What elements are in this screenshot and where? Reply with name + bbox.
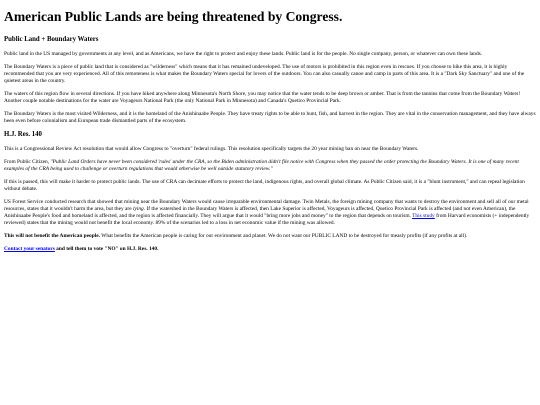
contact-senators-link[interactable]: Contact your senators (4, 245, 55, 252)
paragraph-forest-service: US Forest Service conducted research that showed that mining near the Boundary Waters would cause irreparable environmental damage. Twin Metals, the foreign mining company that wants to destroy the environment and sell all of our metal resources, states that it wouldn't harm the area, but they are lying. If the watershed in the Boundary Waters is affected, then Lake Superior is affected, Voyageurs is affected, Quetico Provincial Park is affected (and not even American), the Anishinaabe People's food and homeland is affected, and the region is affected financially. They will argue that it would "bring more jobs and money" to the region that depends on tourism. This study from Harvard economists (+ independently reviewed) states that the mining would not benefit the local economy. 89% of the scenarios led to a loss in net economic value if the mining was allowed. (4, 198, 530, 226)
study-link[interactable]: This study (412, 212, 435, 219)
section-heading-hj-res: H.J. Res. 140 (4, 130, 42, 138)
paragraph-cra-impact: If this is passed, this will make it harder to protect public lands. The use of CRA can decimate efforts to protect the land, indigenous rights, and overall global climate. As Public Citizen said, it is a "blunt instrument," and can repeal legislation without debate. (4, 178, 525, 192)
page-title: American Public Lands are being threatened by Congress. (4, 9, 343, 24)
no-benefit-bold: This will not benefit the American people. (4, 232, 100, 239)
section-heading-public-land: Public Land + Boundary Waters (4, 35, 99, 43)
paragraph-waters-flow: The waters of this region flow in several directions. If you have hiked anywhere along Minnesota's North Shore, you may notice that the water tends to be deep brown or amber. That is from the tannins that come from the Boundary Waters! Another couple notable destinations for the water are Voyageurs National Park (the only National Park in Minnesota) and Canada's Quetico Provincial Park. (4, 90, 521, 104)
paragraph-no-benefit: This will not benefit the American people. What benefits the American people is caring for our environment and planet. We do not want our PUBLIC LAND to be destroyed for measly profits (if any profits at all). (4, 232, 468, 239)
paragraph-public-land: Public land in the US managed by governments at any level, and as Americans, we have the right to protect and enjoy these lands. Public land is for the people. No single company, person, or whatever can own these lands. (4, 50, 483, 57)
paragraph-boundary-waters: The Boundary Waters is a piece of public land that is considered as "wilderness" which means that it has remained undeveloped. The use of motors is prohibited in this region even in rescues. If you choose to hike this area, it is highly recommended that you are very experienced. All of this remoteness is what makes the Boundary Waters special for lovers of the outdoors. You can also casually canoe and camp in parts of this area. It is a "Dark Sky Sanctuary" and one of the quietest areas in the country. (4, 63, 525, 84)
quote-text: "Public Land Orders have never been considered 'rules' under the CRA, so the Biden administration didn't file notice with Congress when they passed the order protecting the Boundary Waters. It is one of many recent examples of the CRA being used to challenge or overturn regulations that would otherwise be well outside statutory review." (4, 158, 519, 172)
quote-lead: From Public Citizen, (4, 158, 51, 165)
paragraph-cra-resolution: This is a Congressional Review Act resolution that would allow Congress to "overturn" federal rulings. This resolution specifically targets the 20 year mining ban on near the Boundary Waters. (4, 145, 419, 152)
paragraph-public-citizen-quote (4, 159, 536, 173)
call-to-action: Contact your senators and tell them to vote "NO" on H.J. Res. 140. (4, 245, 159, 252)
paragraph-anishinaabe: The Boundary Waters is the most visited Wilderness, and it is the homeland of the Anishinaabe People. They have treaty rights to be able to hunt, fish, and harvest in the region. They are vital in the conservation management, and they have always been even before colonialism and European trade dismantled parts of the ecosystem. (4, 110, 536, 124)
lying-emphasis: lying (132, 205, 144, 212)
